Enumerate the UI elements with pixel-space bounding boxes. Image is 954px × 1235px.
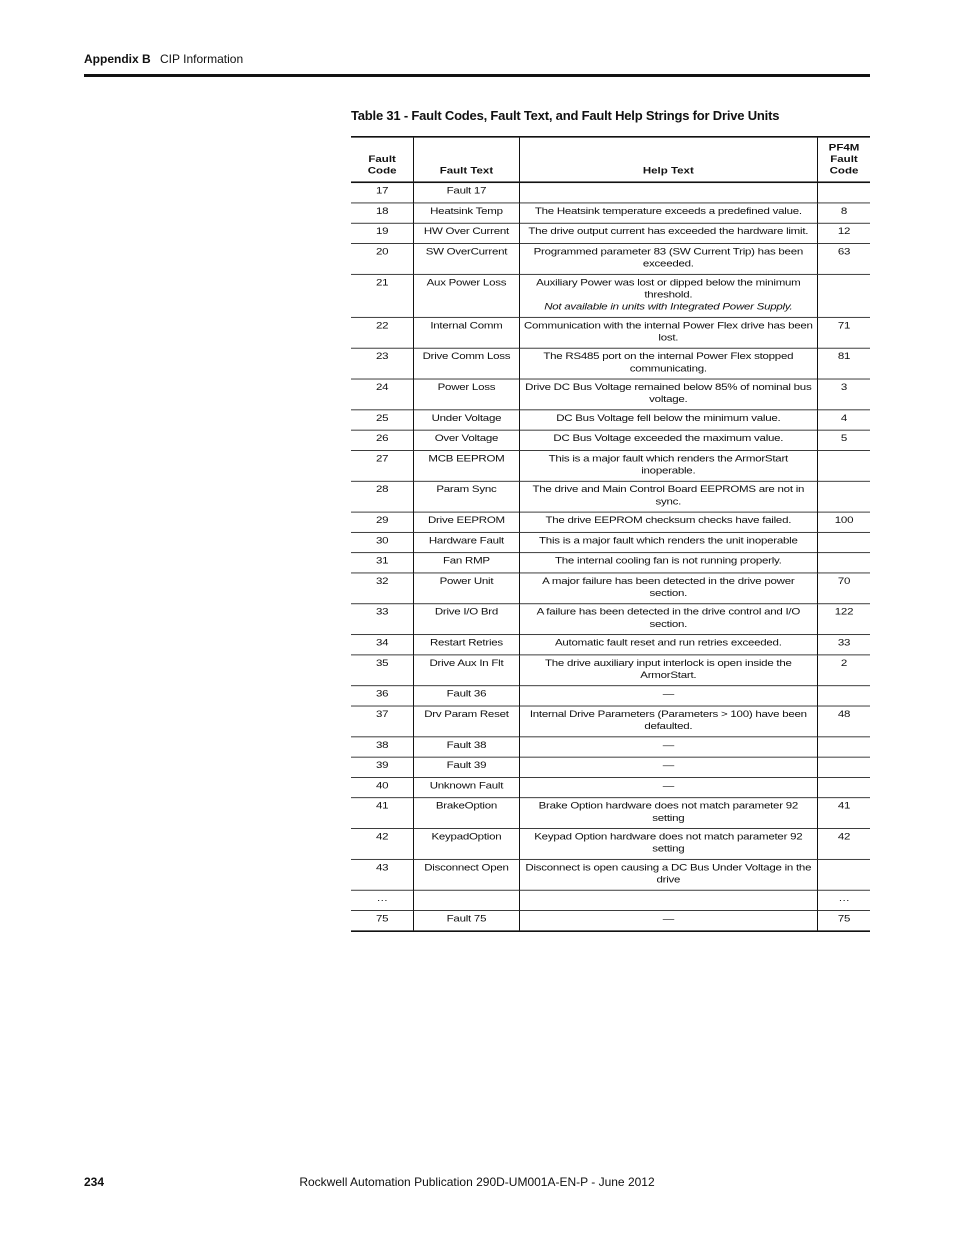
fault-text-cell: Drive I/O Brd bbox=[414, 604, 519, 635]
fault-code-cell: … bbox=[376, 893, 388, 904]
fault-text-cell bbox=[414, 890, 519, 910]
help-text: Drive DC Bus Voltage remained below 85% of nominal bus voltage. bbox=[525, 382, 812, 405]
header-divider bbox=[84, 74, 870, 77]
pf4m-code-cell bbox=[818, 182, 871, 203]
table-row bbox=[351, 635, 870, 655]
fault-text-cell: Fault 39 bbox=[414, 757, 519, 777]
help-text: The drive EEPROM checksum checks have failed. bbox=[545, 515, 792, 526]
fault-code-cell: 36 bbox=[375, 689, 389, 700]
pf4m-code-cell bbox=[818, 757, 871, 777]
pf4m-code-cell bbox=[818, 532, 871, 552]
help-text-cell bbox=[519, 274, 817, 317]
pf4m-code-cell: 12 bbox=[818, 223, 871, 243]
help-text-cell bbox=[519, 430, 817, 450]
fault-text-cell: Hardware Fault bbox=[414, 532, 519, 552]
help-text-cell bbox=[519, 450, 817, 481]
help-text: Disconnect is open causing a DC Bus Under Voltage in the drive bbox=[525, 863, 812, 885]
help-text-cell bbox=[519, 829, 817, 860]
help-text-cell bbox=[519, 890, 817, 910]
fault-code-cell: 19 bbox=[375, 226, 389, 237]
help-text: — bbox=[662, 781, 674, 791]
help-text: Auxiliary Power was lost or dipped below the minimum threshold. bbox=[536, 277, 801, 300]
help-text: This is a major fault which renders the ArmorStart inoperable. bbox=[548, 454, 788, 476]
help-text-cell bbox=[519, 910, 817, 931]
help-text-cell bbox=[519, 604, 817, 635]
fault-code-cell: 32 bbox=[375, 576, 389, 587]
table-header-row bbox=[351, 137, 870, 182]
help-text-cell bbox=[519, 182, 817, 203]
table-row bbox=[351, 757, 870, 777]
help-text-cell bbox=[519, 757, 817, 777]
fault-code-cell: 20 bbox=[375, 247, 389, 257]
fault-code-cell: 37 bbox=[375, 709, 389, 720]
fault-text-cell: SW OverCurrent bbox=[414, 244, 519, 275]
table-row bbox=[351, 410, 870, 430]
help-text-cell bbox=[519, 798, 817, 829]
fault-code-cell: 30 bbox=[375, 536, 389, 546]
pf4m-code-cell: 33 bbox=[818, 635, 871, 655]
table-row bbox=[351, 182, 870, 203]
fault-code-cell: 17 bbox=[375, 186, 389, 197]
help-text-cell bbox=[519, 686, 817, 706]
help-text: DC Bus Voltage fell below the minimum value. bbox=[556, 413, 781, 424]
help-text: The drive auxiliary input interlock is open inside the ArmorStart. bbox=[544, 658, 792, 681]
help-text-cell bbox=[519, 737, 817, 757]
help-text: Automatic fault reset and run retries exceeded. bbox=[554, 638, 782, 649]
pf4m-code-cell: 100 bbox=[818, 512, 871, 532]
table-row bbox=[351, 655, 870, 686]
fault-text-cell: MCB EEPROM bbox=[414, 450, 519, 481]
fault-text-cell: Drive Aux In Flt bbox=[414, 655, 519, 686]
fault-code-cell: 31 bbox=[375, 556, 389, 567]
help-text-cell bbox=[519, 203, 817, 223]
fault-text-cell: Restart Retries bbox=[414, 635, 519, 655]
fault-code-cell: 28 bbox=[375, 484, 389, 495]
fault-text-cell: Power Loss bbox=[414, 379, 519, 410]
help-text-cell bbox=[519, 348, 817, 379]
table-row bbox=[351, 798, 870, 829]
help-text-cell bbox=[519, 777, 817, 797]
fault-code-cell: 18 bbox=[375, 206, 389, 217]
pf4m-code-cell: 4 bbox=[818, 410, 871, 430]
help-text: Internal Drive Parameters (Parameters > 100) have been defaulted. bbox=[529, 709, 807, 732]
page-header bbox=[84, 52, 243, 66]
help-text: Programmed parameter 83 (SW Current Trip) has been exceeded. bbox=[533, 247, 803, 270]
fault-code-cell: 25 bbox=[375, 413, 389, 424]
pf4m-code-cell bbox=[818, 859, 871, 890]
fault-code-cell: 39 bbox=[375, 760, 389, 771]
help-text-cell bbox=[519, 532, 817, 552]
pf4m-code-cell bbox=[818, 777, 871, 797]
pf4m-code-cell: 63 bbox=[818, 244, 871, 275]
appendix-label: Appendix B bbox=[84, 52, 151, 66]
help-text-cell bbox=[519, 553, 817, 573]
fault-text-cell: Power Unit bbox=[414, 573, 519, 604]
fault-code-cell: 29 bbox=[375, 515, 389, 526]
fault-code-cell: 22 bbox=[375, 321, 389, 331]
fault-code-cell: 41 bbox=[375, 801, 389, 812]
help-text-cell bbox=[519, 410, 817, 430]
fault-code-cell: 23 bbox=[375, 351, 389, 362]
table-row bbox=[351, 379, 870, 410]
pf4m-code-cell bbox=[818, 553, 871, 573]
fault-code-cell: 34 bbox=[375, 638, 389, 649]
pf4m-code-cell bbox=[818, 450, 871, 481]
table-row bbox=[351, 512, 870, 532]
fault-code-cell: 40 bbox=[375, 781, 389, 791]
table-caption: Table 31 - Fault Codes, Fault Text, and Fault Help Strings for Drive Units bbox=[351, 108, 780, 123]
fault-text-cell: Disconnect Open bbox=[414, 859, 519, 890]
fault-text-cell: Aux Power Loss bbox=[414, 274, 519, 317]
pf4m-code-cell: 48 bbox=[818, 706, 871, 737]
pf4m-code-cell: 2 bbox=[818, 655, 871, 686]
pf4m-code-cell bbox=[818, 481, 871, 512]
page-number: 234 bbox=[84, 1175, 105, 1189]
help-text: The internal cooling fan is not running properly. bbox=[555, 556, 782, 567]
fault-codes-table bbox=[351, 136, 870, 932]
help-text: — bbox=[662, 914, 674, 924]
fault-text-cell: Param Sync bbox=[414, 481, 519, 512]
publication-info: Rockwell Automation Publication 290D-UM001A-EN-P - June 2012 bbox=[299, 1175, 655, 1189]
help-text: — bbox=[662, 760, 674, 771]
fault-text-cell: Over Voltage bbox=[414, 430, 519, 450]
table-row bbox=[351, 737, 870, 757]
help-text-cell bbox=[519, 317, 817, 348]
fault-text-cell: Heatsink Temp bbox=[414, 203, 519, 223]
pf4m-code-cell: 75 bbox=[818, 910, 871, 931]
table-row bbox=[351, 203, 870, 223]
help-text-cell bbox=[519, 512, 817, 532]
pf4m-code-cell: 70 bbox=[818, 573, 871, 604]
fault-text-cell: Unknown Fault bbox=[414, 777, 519, 797]
table-row bbox=[351, 686, 870, 706]
help-text: DC Bus Voltage exceeded the maximum value. bbox=[553, 433, 784, 444]
pf4m-code-cell: 42 bbox=[818, 829, 871, 860]
table-row bbox=[351, 223, 870, 243]
table-row bbox=[351, 777, 870, 797]
fault-text-cell: KeypadOption bbox=[414, 829, 519, 860]
fault-text-cell: HW Over Current bbox=[414, 223, 519, 243]
help-text-cell bbox=[519, 223, 817, 243]
table-row bbox=[351, 890, 870, 910]
column-header-pf4m-fault-code: PF4M Fault Code bbox=[818, 137, 871, 182]
table-row bbox=[351, 553, 870, 573]
table-row bbox=[351, 604, 870, 635]
fault-text-cell: BrakeOption bbox=[414, 798, 519, 829]
fault-text-cell: Fault 38 bbox=[414, 737, 519, 757]
help-text: This is a major fault which renders the unit inoperable bbox=[539, 536, 798, 546]
fault-text-cell: Fault 75 bbox=[414, 910, 519, 931]
help-text-cell bbox=[519, 379, 817, 410]
fault-text-cell: Fault 36 bbox=[414, 686, 519, 706]
table-row bbox=[351, 274, 870, 317]
fault-text-cell: Drv Param Reset bbox=[414, 706, 519, 737]
pf4m-code-cell: 122 bbox=[818, 604, 871, 635]
section-title: CIP Information bbox=[160, 52, 244, 66]
pf4m-code-cell: 3 bbox=[818, 379, 871, 410]
fault-text-cell: Under Voltage bbox=[414, 410, 519, 430]
table-body bbox=[351, 182, 870, 931]
column-header-help-text: Help Text bbox=[519, 137, 817, 182]
pf4m-code-cell: 41 bbox=[818, 798, 871, 829]
help-text: — bbox=[662, 740, 674, 751]
help-text-cell bbox=[519, 573, 817, 604]
table-row bbox=[351, 829, 870, 860]
fault-code-cell: 35 bbox=[375, 658, 389, 669]
help-note: Not available in units with Integrated Power Supply. bbox=[544, 302, 793, 313]
help-text: The Heatsink temperature exceeds a predefined value. bbox=[534, 206, 802, 217]
fault-code-cell: 24 bbox=[375, 382, 389, 393]
fault-text-cell: Drive Comm Loss bbox=[414, 348, 519, 379]
help-text-cell bbox=[519, 244, 817, 275]
column-header-fault-code: Fault Code bbox=[367, 154, 397, 176]
help-text-cell bbox=[519, 859, 817, 890]
pf4m-code-cell: 5 bbox=[818, 430, 871, 450]
fault-text-cell: Fault 17 bbox=[414, 182, 519, 203]
pf4m-code-cell bbox=[818, 686, 871, 706]
help-text-cell bbox=[519, 635, 817, 655]
help-text-cell bbox=[519, 481, 817, 512]
table-row bbox=[351, 450, 870, 481]
help-text: The RS485 port on the internal Power Flex stopped communicating. bbox=[543, 351, 794, 374]
help-text: Keypad Option hardware does not match parameter 92 setting bbox=[534, 832, 803, 855]
pf4m-code-cell bbox=[818, 737, 871, 757]
table-row bbox=[351, 706, 870, 737]
help-text: The drive and Main Control Board EEPROMS are not in sync. bbox=[532, 484, 805, 507]
table-row bbox=[351, 573, 870, 604]
fault-code-cell: 27 bbox=[375, 454, 389, 464]
table-row bbox=[351, 317, 870, 348]
help-text: A failure has been detected in the drive control and I/O section. bbox=[536, 607, 801, 630]
pf4m-code-cell: 8 bbox=[818, 203, 871, 223]
fault-code-cell: 75 bbox=[375, 914, 389, 924]
fault-code-cell: 21 bbox=[375, 277, 389, 288]
table-row bbox=[351, 430, 870, 450]
fault-code-cell: 42 bbox=[375, 832, 389, 842]
help-text-cell bbox=[519, 706, 817, 737]
fault-code-cell: 26 bbox=[375, 433, 389, 444]
fault-text-cell: Drive EEPROM bbox=[414, 512, 519, 532]
table-row bbox=[351, 859, 870, 890]
help-text: Communication with the internal Power Flex drive has been lost. bbox=[523, 321, 813, 343]
pf4m-code-cell: … bbox=[818, 890, 871, 910]
pf4m-code-cell bbox=[818, 274, 871, 317]
fault-code-cell: 43 bbox=[375, 863, 389, 873]
table-row bbox=[351, 532, 870, 552]
pf4m-code-cell: 81 bbox=[818, 348, 871, 379]
help-text-cell bbox=[519, 655, 817, 686]
table-row bbox=[351, 481, 870, 512]
help-text: A major failure has been detected in the drive power section. bbox=[542, 576, 795, 599]
table-row bbox=[351, 244, 870, 275]
help-text: Brake Option hardware does not match parameter 92 setting bbox=[538, 801, 799, 824]
pf4m-code-cell: 71 bbox=[818, 317, 871, 348]
table-row bbox=[351, 348, 870, 379]
help-text: — bbox=[662, 689, 674, 700]
fault-text-cell: Internal Comm bbox=[414, 317, 519, 348]
fault-text-cell: Fan RMP bbox=[414, 553, 519, 573]
help-text: The drive output current has exceeded the hardware limit. bbox=[528, 226, 809, 237]
fault-code-cell: 33 bbox=[375, 607, 389, 618]
column-header-fault-text: Fault Text bbox=[414, 137, 519, 182]
fault-code-cell: 38 bbox=[375, 740, 389, 751]
table-row bbox=[351, 910, 870, 931]
